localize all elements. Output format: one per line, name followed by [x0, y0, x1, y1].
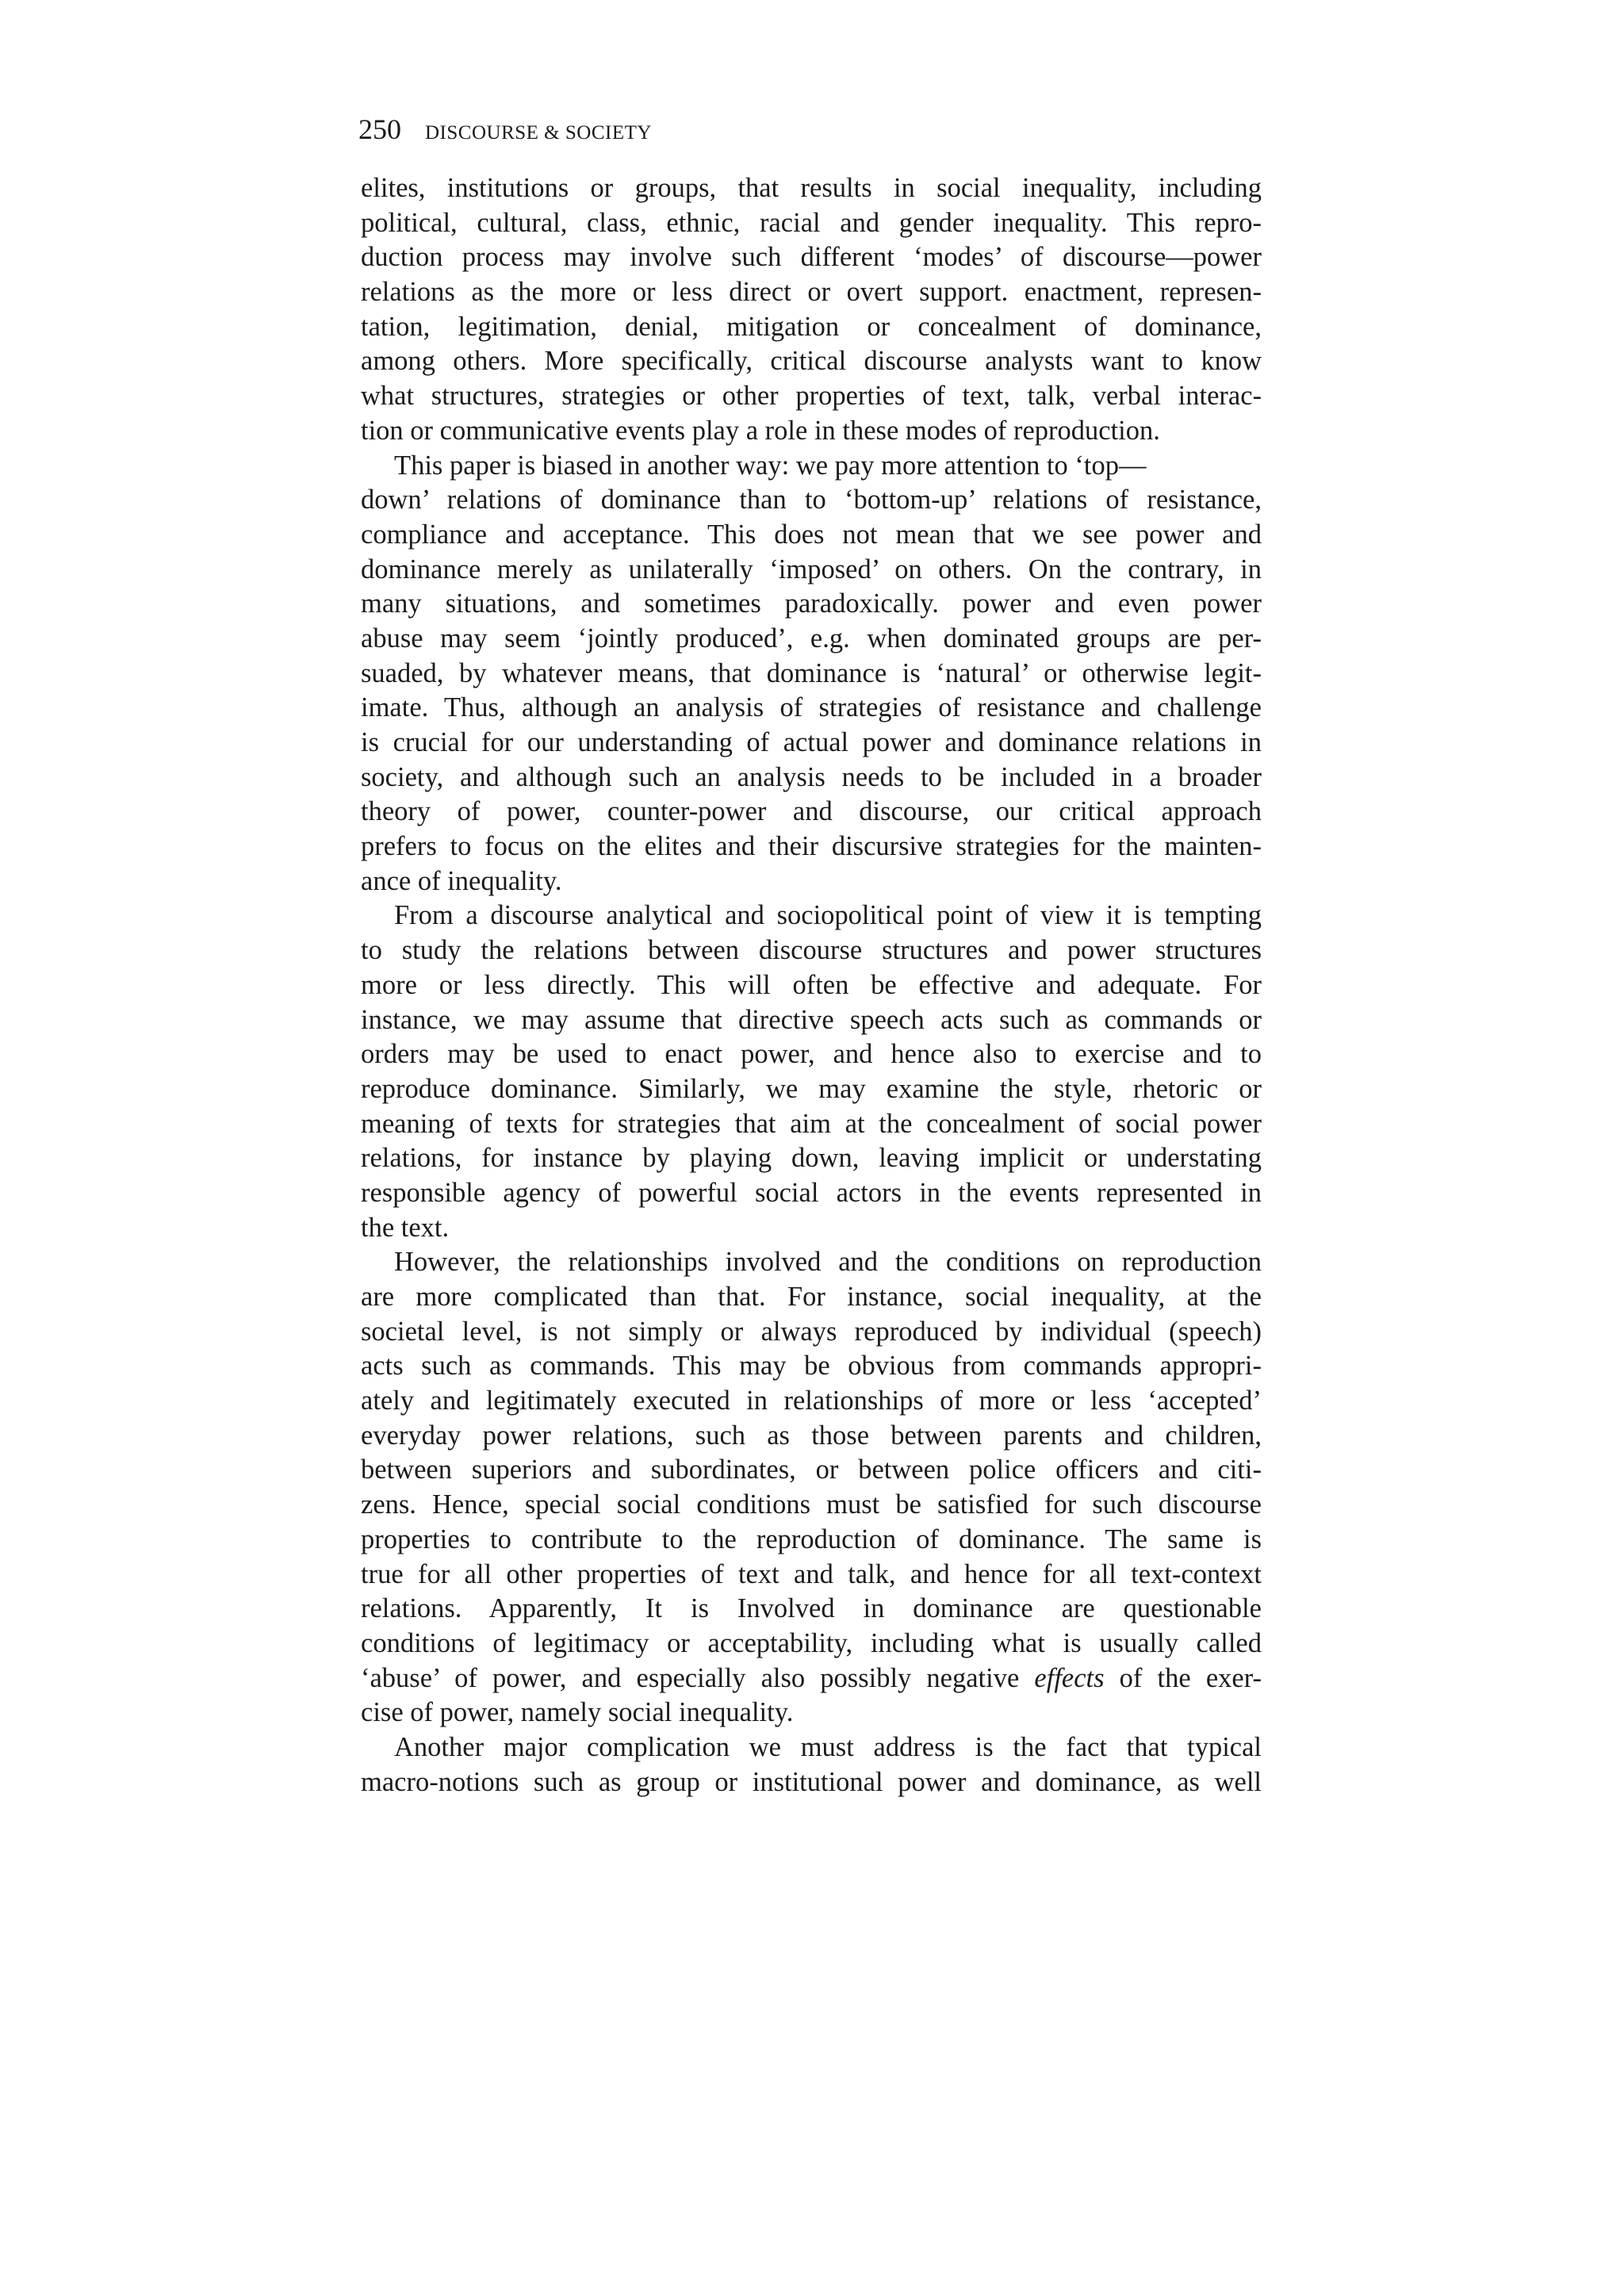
text-line: society, and although such an analysis needs to be included in a broader [361, 761, 1262, 792]
text-line: ance of inequality. [361, 865, 562, 896]
paragraph-1 [361, 171, 1262, 449]
text-line: relations. Apparently, It is Involved in dominance are questionable [361, 1593, 1262, 1624]
text-line: more or less directly. This will often be effective and adequate. For [361, 969, 1262, 1000]
text-line: Another major complication we must address is the fact that typical [394, 1731, 1262, 1762]
text-line: relations as the more or less direct or overt support. enactment, represen- [361, 277, 1262, 308]
text-line: zens. Hence, special social conditions must be satisfied for such discourse [361, 1489, 1262, 1520]
text-line: tion or communicative events play a role in these modes of reproduction. [361, 415, 1160, 446]
text-line: instance, we may assume that directive speech acts such as commands or [361, 1004, 1262, 1035]
text-line: meaning of texts for strategies that aim at the concealment of social power [361, 1108, 1262, 1139]
text-line: down’ relations of dominance than to ‘bottom-up’ relations of resistance, [361, 485, 1262, 516]
text-line: duction process may involve such different ‘modes’ of discourse—power [361, 242, 1262, 273]
running-head [358, 109, 1262, 149]
text-line-with-italic [361, 1662, 1262, 1696]
journal-title: DISCOURSE & SOCIETY [425, 122, 652, 144]
text-line: properties to contribute to the reproduction of dominance. The same is [361, 1524, 1262, 1554]
text-line: reproduce dominance. Similarly, we may examine the style, rhetoric or [361, 1073, 1262, 1104]
text-line: dominance merely as unilaterally ‘imposed’ on others. On the contrary, in [361, 554, 1262, 585]
text-line: responsible agency of powerful social actors in the events represented in [361, 1177, 1262, 1208]
text-line: ately and legitimately executed in relationships of more or less ‘accepted’ [361, 1386, 1262, 1416]
page-number: 250 [358, 113, 401, 145]
text-line: are more complicated than that. For instance, social inequality, at the [361, 1282, 1262, 1312]
paragraph-5 [361, 1731, 1262, 1800]
text-line: imate. Thus, although an analysis of strategies of resistance and challenge [361, 692, 1262, 723]
text-run: ‘abuse’ of power, and especially also possibly negative [361, 1662, 1035, 1693]
text-line: suaded, by whatever means, that dominance is ‘natural’ or otherwise legit- [361, 657, 1262, 688]
text-line: political, cultural, class, ethnic, racial and gender inequality. This repro- [361, 207, 1262, 238]
text-line: relations, for instance by playing down, leaving implicit or understating [361, 1143, 1262, 1174]
text-line: macro-notions such as group or institutional power and dominance, as well [361, 1766, 1262, 1797]
text-line: theory of power, counter-power and discourse, our critical approach [361, 796, 1262, 827]
italic-emphasis: effects [1034, 1662, 1105, 1693]
body-text [361, 171, 1262, 1800]
text-line: orders may be used to enact power, and hence also to exercise and to [361, 1039, 1262, 1070]
paragraph-4 [361, 1245, 1262, 1731]
text-line: conditions of legitimacy or acceptability, including what is usually called [361, 1627, 1262, 1658]
text-line: abuse may seem ‘jointly produced’, e.g. when dominated groups are per- [361, 623, 1262, 654]
text-line: between superiors and subordinates, or between police officers and citi- [361, 1455, 1262, 1485]
text-line: compliance and acceptance. This does not mean that we see power and [361, 519, 1262, 550]
text-line: From a discourse analytical and sociopolitical point of view it is tempting [394, 900, 1262, 931]
text-line: among others. More specifically, critical discourse analysts want to know [361, 346, 1262, 377]
text-line: However, the relationships involved and the conditions on reproduction [394, 1247, 1262, 1278]
text-line: true for all other properties of text and talk, and hence for all text-context [361, 1558, 1262, 1589]
text-line: This paper is biased in another way: we pay more attention to ‘top— [394, 450, 1147, 481]
text-line: many situations, and sometimes paradoxically. power and even power [361, 588, 1262, 619]
text-line: elites, institutions or groups, that results in social inequality, including [361, 173, 1262, 203]
text-line: cise of power, namely social inequality. [361, 1697, 794, 1728]
paragraph-2 [361, 449, 1262, 899]
text-line: the text. [361, 1212, 450, 1243]
text-run: of the exer- [1104, 1662, 1262, 1693]
text-line: what structures, strategies or other properties of text, talk, verbal interac- [361, 381, 1262, 412]
text-line: tation, legitimation, denial, mitigation or concealment of dominance, [361, 311, 1262, 342]
paragraph-3 [361, 899, 1262, 1245]
text-line: societal level, is not simply or always reproduced by individual (speech) [361, 1316, 1262, 1347]
text-line: is crucial for our understanding of actual power and dominance relations in [361, 727, 1262, 757]
text-line: prefers to focus on the elites and their discursive strategies for the mainten- [361, 831, 1262, 862]
text-line: acts such as commands. This may be obvious from commands appropri- [361, 1351, 1262, 1382]
text-line: to study the relations between discourse structures and power structures [361, 935, 1262, 966]
text-line: everyday power relations, such as those between parents and children, [361, 1420, 1262, 1451]
